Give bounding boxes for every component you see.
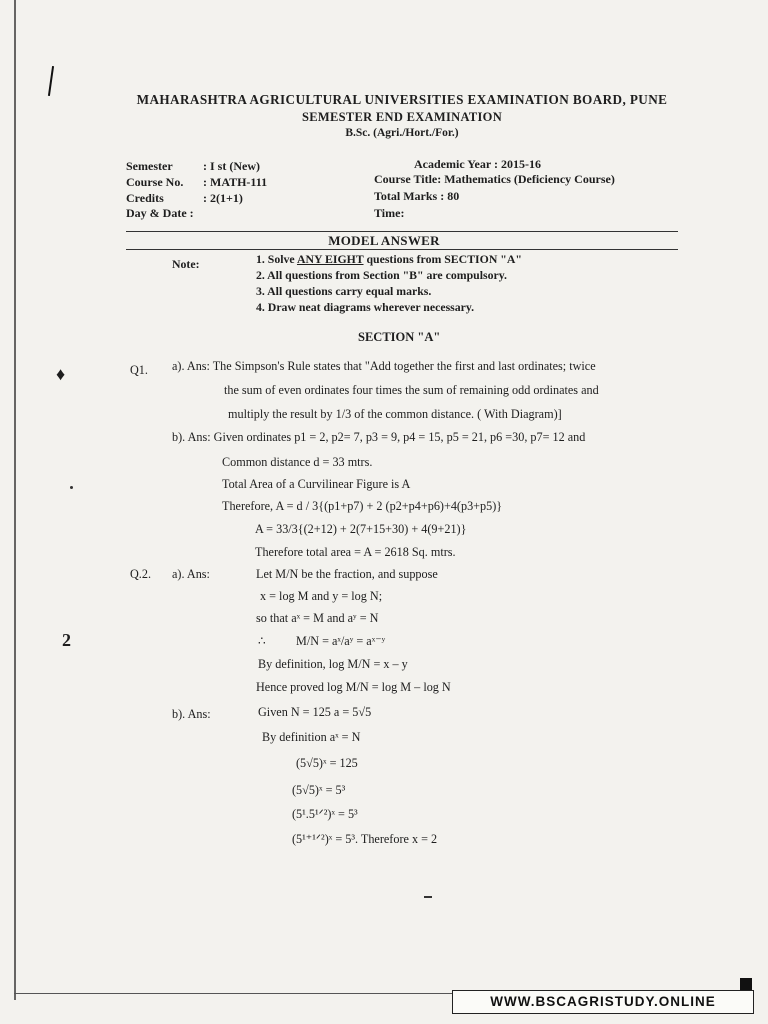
academic-year: Academic Year : 2015-16 <box>414 157 541 171</box>
q1-b-line2: Common distance d = 33 mtrs. <box>222 455 373 469</box>
q2-b-line5: (5¹.5¹ᐟ²)ˣ = 5³ <box>292 807 358 821</box>
q1-a-line2: the sum of even ordinates four times the sum of remaining odd ordinates and <box>224 383 599 397</box>
note-label: Note: <box>172 257 200 271</box>
q2-therefore-symbol: ∴ <box>258 634 266 648</box>
q2-a-label: a). Ans: <box>172 567 210 581</box>
page-left-edge <box>14 0 16 1000</box>
section-a-heading: SECTION "A" <box>358 330 441 344</box>
board-title: MAHARASHTRA AGRICULTURAL UNIVERSITIES EXAMINATION BOARD, PUNE <box>136 92 668 107</box>
semester-label: Semester <box>126 159 173 173</box>
course-no-value: : MATH-111 <box>203 175 268 189</box>
semester-value: : I st (New) <box>203 159 260 173</box>
credits-value: : 2(1+1) <box>203 191 243 205</box>
q1-b-line6: Therefore total area = A = 2618 Sq. mtrs. <box>255 545 456 559</box>
q2-b-line1: Given N = 125 a = 5√5 <box>258 705 372 719</box>
q1-b-line3: Total Area of a Curvilinear Figure is A <box>222 477 411 491</box>
course-title: Course Title: Mathematics (Deficiency Course) <box>374 172 615 186</box>
model-answer-heading: MODEL ANSWER <box>328 233 440 248</box>
q2-number: Q.2. <box>130 567 151 581</box>
note-4: 4. Draw neat diagrams wherever necessary. <box>256 300 475 314</box>
q2-a-line3: so that aˣ = M and aʸ = N <box>256 611 379 625</box>
divider-top <box>126 231 678 232</box>
credits-label: Credits <box>126 191 164 205</box>
course-no-label: Course No. <box>126 175 184 189</box>
q1-b-line4: Therefore, A = d / 3{(p1+p7) + 2 (p2+p4+p6)+4(p3+p5)} <box>222 499 503 513</box>
note-1-post: questions from SECTION "A" <box>363 252 522 266</box>
divider-bottom <box>126 249 678 250</box>
q1-a-line1: a). Ans: The Simpson's Rule states that "Add together the first and last ordinates; twice <box>172 359 596 373</box>
exam-title: SEMESTER END EXAMINATION <box>301 110 503 124</box>
q2-a-line2: x = log M and y = log N; <box>260 589 383 603</box>
q2-a-line6: Hence proved log M/N = log M – log N <box>256 680 451 694</box>
time-label: Time: <box>374 206 405 220</box>
scan-speck <box>424 896 432 898</box>
q2-b-label: b). Ans: <box>172 707 211 721</box>
q2-b-line2: By definition aˣ = N <box>262 730 361 744</box>
margin-mark-2: 2 <box>62 630 71 650</box>
scan-speck <box>70 486 73 489</box>
day-date-label: Day & Date : <box>126 206 194 220</box>
note-1 <box>256 252 522 267</box>
note-3: 3. All questions carry equal marks. <box>256 284 432 298</box>
q2-a-line1: Let M/N be the fraction, and suppose <box>256 567 438 581</box>
q1-b-line1: b). Ans: Given ordinates p1 = 2, p2= 7, p3 = 9, p4 = 15, p5 = 21, p6 =30, p7= 12 and <box>172 430 586 444</box>
degree-title: B.Sc. (Agri./Hort./For.) <box>345 127 459 139</box>
q2-b-line6: (5¹⁺¹ᐟ²)ˣ = 5³. Therefore x = 2 <box>292 832 438 846</box>
q2-a-line4: M/N = aˣ/aʸ = aˣ⁻ʸ <box>296 634 386 648</box>
q2-a-line5: By definition, log M/N = x – y <box>258 657 408 671</box>
q2-b-line4: (5√5)ˣ = 5³ <box>292 783 346 797</box>
website-watermark: WWW.BSCAGRISTUDY.ONLINE <box>452 990 754 1014</box>
q1-number: Q1. <box>130 363 148 377</box>
margin-mark-1: ♦ <box>56 364 66 384</box>
total-marks: Total Marks : 80 <box>374 189 460 203</box>
note-1-pre: 1. Solve <box>256 252 297 266</box>
q1-a-line3: multiply the result by 1/3 of the common distance. ( With Diagram)] <box>228 407 562 421</box>
note-1-underlined: ANY EIGHT <box>296 252 364 266</box>
q1-b-line5: A = 33/3{(2+12) + 2(7+15+30) + 4(9+21)} <box>255 522 467 536</box>
q2-b-line3: (5√5)ˣ = 125 <box>296 756 358 770</box>
note-2: 2. All questions from Section "B" are compulsory. <box>256 268 507 282</box>
